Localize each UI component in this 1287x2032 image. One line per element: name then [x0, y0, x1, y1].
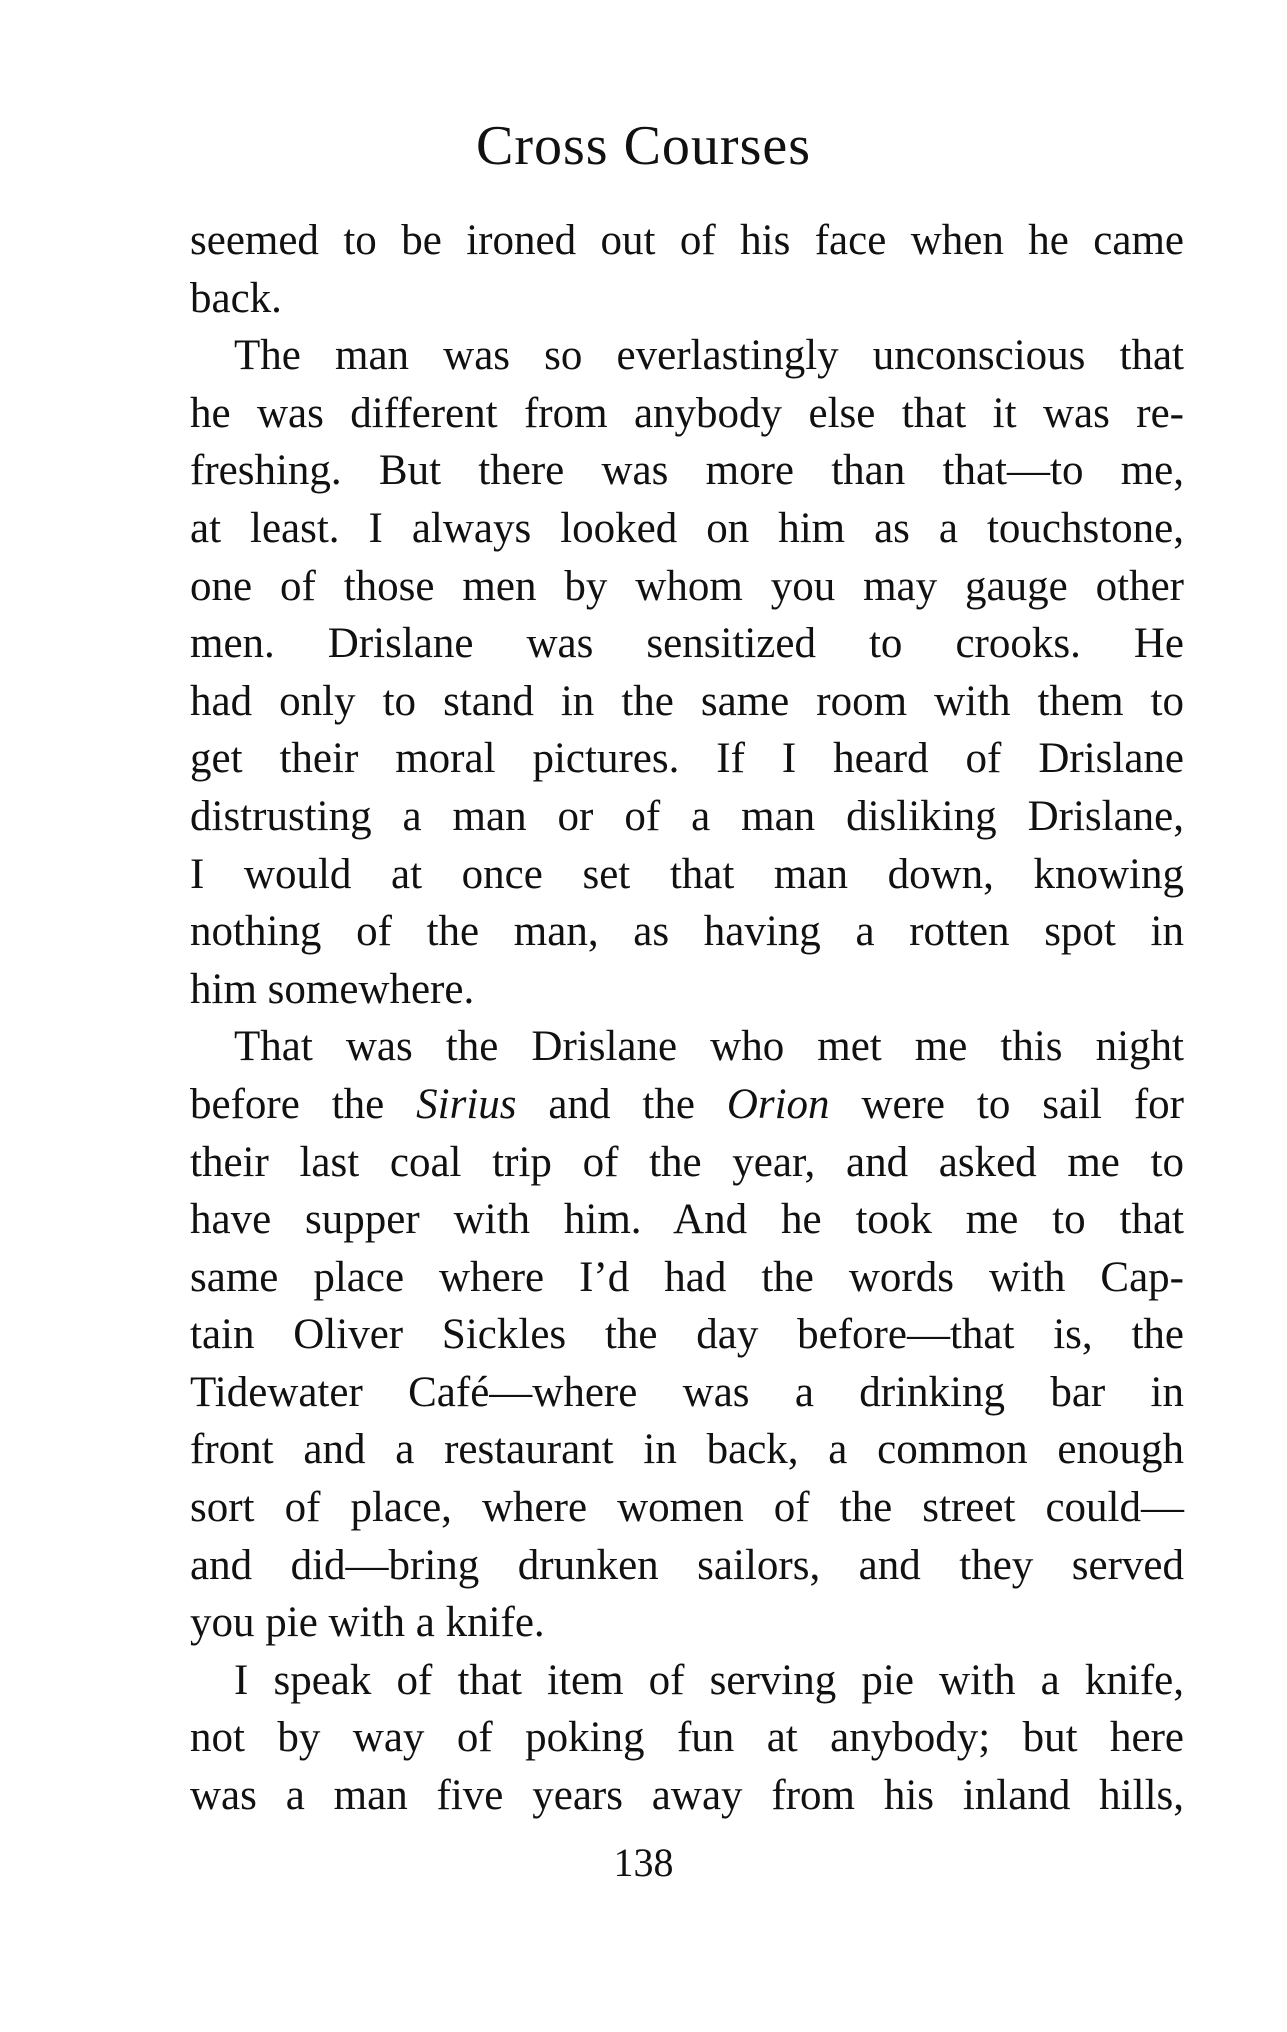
text-line: he was different from anybody else that it was re- [190, 389, 1184, 437]
text-line: him somewhere. [190, 965, 475, 1013]
text-line: distrusting a man or of a man disliking Drislane, [190, 792, 1184, 840]
text-line: freshing. But there was more than that—to me, [190, 447, 1184, 495]
text-line-with-ship-names [190, 1076, 1184, 1134]
text-line: Tidewater Café—where was a drinking bar in [190, 1368, 1184, 1416]
text-line: same place where I’d had the words with Cap- [190, 1253, 1184, 1301]
text-line: sort of place, where women of the street could— [190, 1484, 1184, 1532]
text-line: not by way of poking fun at anybody; but here [190, 1714, 1184, 1762]
text-fragment: and the [516, 1080, 727, 1128]
text-line: was a man five years away from his inland hills, [190, 1772, 1184, 1820]
body-text [190, 212, 1184, 1825]
text-line: nothing of the man, as having a rotten spot in [190, 908, 1184, 956]
text-line: seemed to be ironed out of his face when he came [190, 217, 1184, 264]
text-line: front and a restaurant in back, a common enough [190, 1426, 1184, 1474]
text-line: men. Drislane was sensitized to crooks. He [190, 620, 1184, 668]
running-head: Cross Courses [475, 115, 812, 177]
ship-name-orion: Orion [726, 1080, 830, 1128]
paragraph-start-line: That was the Drislane who met me this night [234, 1023, 1184, 1071]
text-line: one of those men by whom you may gauge other [190, 562, 1184, 610]
text-line: back. [190, 274, 282, 322]
text-line: and did—bring drunken sailors, and they served [190, 1541, 1184, 1589]
text-fragment: were to sail for [829, 1080, 1184, 1128]
ship-name-sirius: Sirius [416, 1080, 517, 1128]
text-line: I would at once set that man down, knowing [190, 850, 1184, 898]
paragraph-start-line: The man was so everlastingly unconscious that [234, 332, 1184, 380]
text-fragment: before the [190, 1080, 417, 1128]
text-line: tain Oliver Sickles the day before—that is, the [190, 1311, 1184, 1359]
text-line: their last coal trip of the year, and asked me to [190, 1138, 1184, 1186]
text-line: have supper with him. And he took me to that [190, 1196, 1184, 1244]
text-line: you pie with a knife. [190, 1599, 545, 1647]
paragraph-start-line: I speak of that item of serving pie with a knife, [234, 1656, 1184, 1704]
text-line: had only to stand in the same room with them to [190, 677, 1184, 725]
page-number: 138 [613, 1840, 674, 1885]
text-line: get their moral pictures. If I heard of Drislane [190, 735, 1184, 783]
text-line: at least. I always looked on him as a touchstone, [190, 504, 1184, 552]
